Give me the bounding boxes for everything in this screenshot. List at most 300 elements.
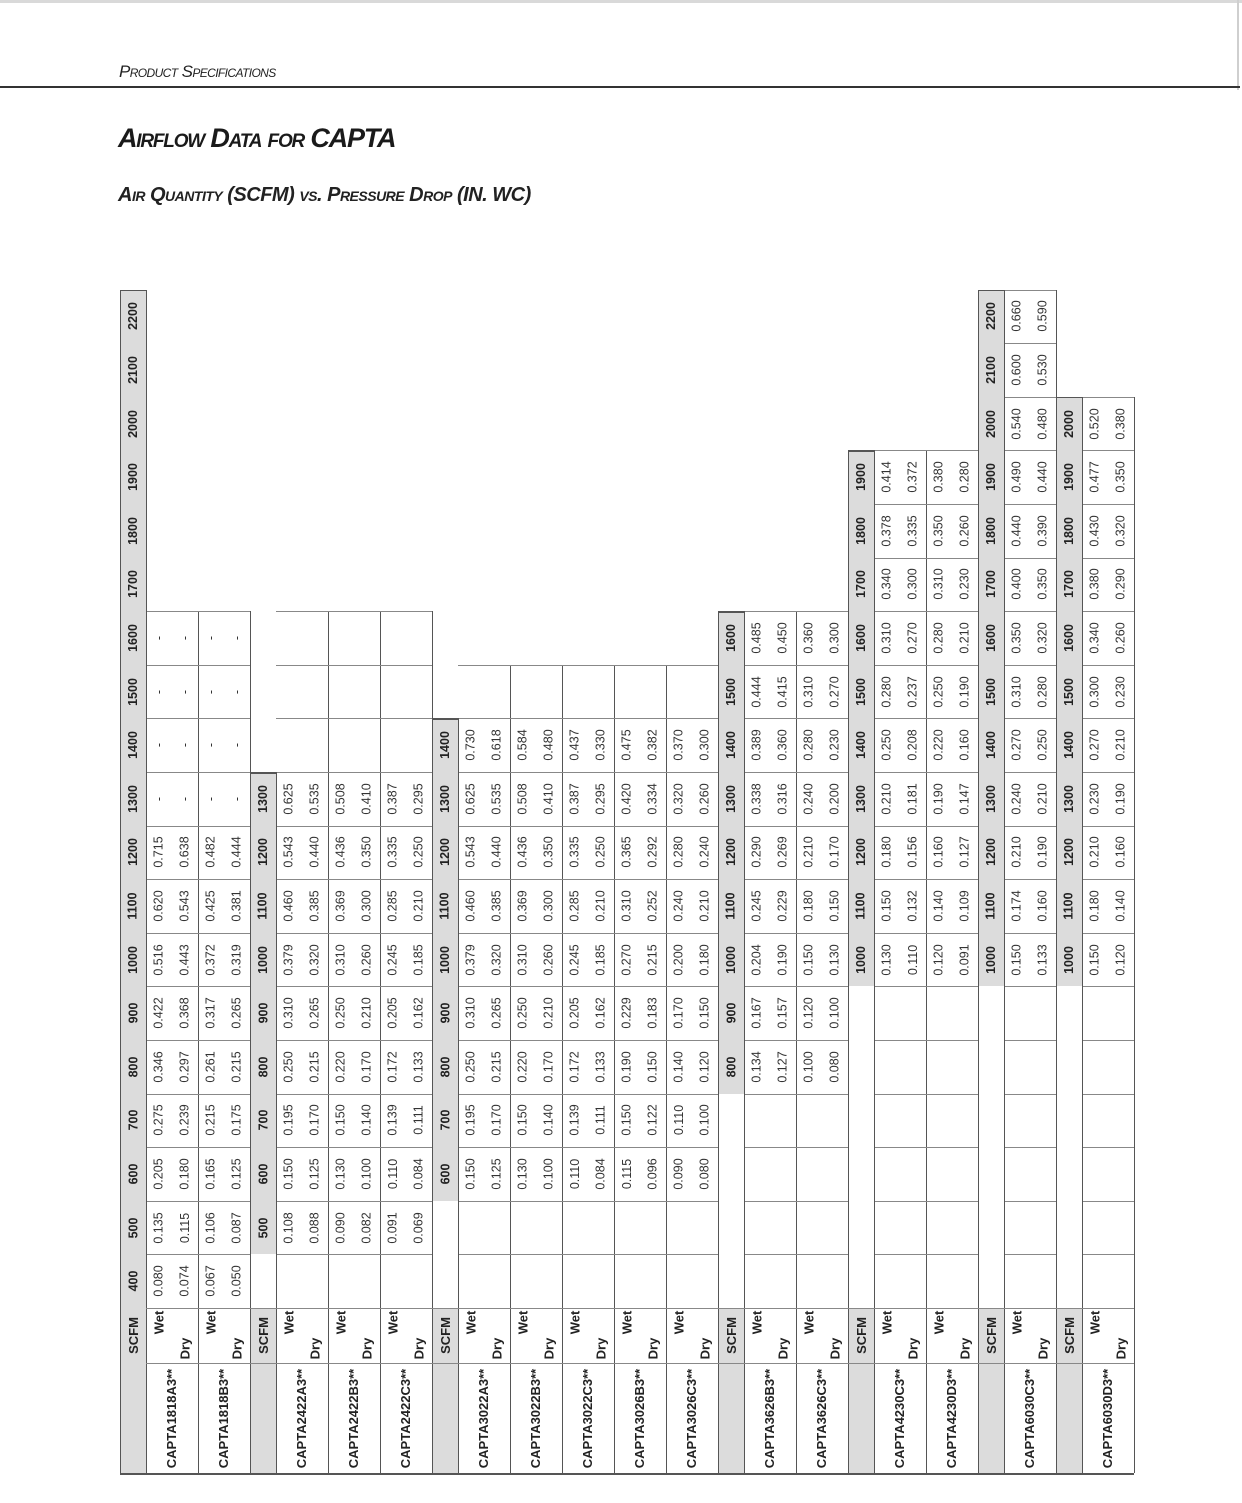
dry-value — [172, 1094, 198, 1148]
dry-value — [224, 986, 250, 1040]
grid-h — [562, 665, 614, 666]
scfm-value-text: 1700 — [126, 570, 140, 599]
wet-label — [458, 1308, 484, 1338]
scfm-value — [718, 611, 744, 665]
wet-value-text: 0.310 — [620, 890, 634, 922]
scfm-value-text: 1300 — [438, 784, 452, 813]
wet-value-text: 0.372 — [204, 943, 218, 976]
scfm-value — [848, 665, 874, 719]
grid-h — [666, 1254, 718, 1255]
grid-h — [1004, 826, 1056, 827]
wet-value — [198, 1094, 224, 1148]
dry-value-text: 0.082 — [360, 1211, 374, 1244]
dry-value — [354, 1040, 380, 1094]
wet-value-text: 0.540 — [1010, 407, 1024, 440]
grid-h — [796, 1147, 848, 1148]
wet-value-text: 0.290 — [750, 836, 764, 869]
dry-label — [484, 1334, 510, 1364]
wet-value — [510, 772, 536, 826]
grid-h — [666, 1201, 718, 1202]
dry-label — [692, 1334, 718, 1364]
wet-value — [458, 826, 484, 880]
scfm-value — [250, 1040, 276, 1094]
dry-value — [224, 1040, 250, 1094]
grid-h — [874, 665, 926, 666]
wet-value-text: 0.270 — [1010, 729, 1024, 761]
wet-value — [926, 558, 952, 612]
wet-value — [276, 1147, 302, 1201]
scfm-value-text: 1700 — [984, 570, 998, 599]
grid-h — [614, 933, 666, 934]
header-top-line — [848, 450, 874, 452]
wet-value-text: 0.543 — [464, 836, 478, 869]
dry-value-text: 0.350 — [542, 836, 556, 869]
wet-value — [1004, 611, 1030, 665]
dry-value-text: 0.157 — [776, 997, 790, 1029]
dry-value — [900, 450, 926, 504]
model-name — [198, 1363, 250, 1473]
dry-value — [302, 1040, 328, 1094]
wet-value-text: 0.134 — [750, 1051, 764, 1083]
wet-value — [926, 504, 952, 558]
dry-value — [822, 611, 848, 665]
wet-value — [562, 1147, 588, 1201]
wet-value — [510, 1040, 536, 1094]
wet-value-text: 0.389 — [750, 729, 764, 761]
wet-value — [198, 1201, 224, 1255]
wet-value-text: - — [203, 743, 218, 748]
dry-value-text: 0.230 — [1114, 675, 1128, 708]
dry-value-text: 0.450 — [776, 622, 790, 654]
dry-value — [770, 933, 796, 987]
wet-value — [744, 1040, 770, 1094]
grid-h — [874, 986, 926, 987]
grid-h — [146, 665, 198, 666]
scfm-value-text: 700 — [437, 1109, 452, 1131]
wet-value-text: 0.280 — [880, 675, 894, 708]
dry-value — [770, 879, 796, 933]
dry-value — [172, 1201, 198, 1255]
scfm-value-text: 1400 — [438, 731, 452, 760]
wet-value — [1004, 718, 1030, 772]
dry-label-text: Dry — [229, 1337, 245, 1360]
dry-value — [1108, 826, 1134, 880]
wet-value — [1082, 718, 1108, 772]
grid-h — [796, 879, 848, 880]
wet-value — [146, 986, 172, 1040]
model-name — [926, 1363, 978, 1473]
scfm-value — [848, 826, 874, 880]
grid-h — [874, 450, 926, 451]
grid-h — [1082, 1147, 1134, 1148]
model-separator — [1134, 397, 1135, 1473]
grid-h — [1004, 1201, 1056, 1202]
dry-value — [406, 879, 432, 933]
scfm-value — [120, 397, 146, 451]
wet-value — [666, 879, 692, 933]
scfm-value — [120, 665, 146, 719]
wet-value — [1082, 504, 1108, 558]
wet-label-text: Wet — [281, 1310, 297, 1335]
dry-value — [302, 1147, 328, 1201]
scfm-value-text: 1400 — [854, 731, 868, 760]
dry-value-text: 0.210 — [1036, 783, 1050, 815]
scfm-value-text: 1400 — [724, 731, 738, 760]
dry-value — [640, 718, 666, 772]
wet-value — [328, 933, 354, 987]
grid-h — [146, 1094, 198, 1095]
scfm-value-text: 900 — [255, 1002, 270, 1024]
dry-value — [692, 826, 718, 880]
grid-h — [744, 1040, 796, 1041]
wet-value-text: 0.280 — [802, 729, 816, 761]
dry-value-text: 0.265 — [490, 997, 504, 1029]
wet-value-text: 0.172 — [568, 1051, 582, 1083]
dry-value — [640, 1147, 666, 1201]
dry-value-text: 0.084 — [594, 1158, 608, 1190]
dry-value — [822, 933, 848, 987]
scfm-value — [432, 1147, 458, 1201]
scfm-value-text: 2000 — [984, 409, 998, 438]
scfm-value-text: 1500 — [984, 677, 998, 706]
header-right-line — [146, 290, 147, 1473]
dry-value-text: 0.210 — [1114, 729, 1128, 761]
wet-label-text: Wet — [1009, 1310, 1025, 1335]
dry-value-text: 0.190 — [776, 943, 790, 976]
wet-value — [458, 986, 484, 1040]
wet-value-text: 0.150 — [282, 1158, 296, 1190]
grid-h — [926, 718, 978, 719]
wet-value — [276, 933, 302, 987]
dry-value — [1030, 879, 1056, 933]
dry-value — [406, 772, 432, 826]
dry-value-text: 0.443 — [178, 943, 192, 976]
dry-label — [822, 1334, 848, 1364]
dry-value-text: 0.295 — [594, 783, 608, 815]
scfm-value — [250, 986, 276, 1040]
grid-h — [926, 504, 978, 505]
grid-h — [380, 986, 432, 987]
wet-label — [198, 1308, 224, 1338]
wet-value — [380, 1147, 406, 1201]
scfm-value — [432, 718, 458, 772]
wet-value — [276, 1201, 302, 1255]
scfm-value — [848, 879, 874, 933]
wet-value-text: 0.625 — [282, 783, 296, 815]
wet-label — [146, 1308, 172, 1338]
scfm-label-text: SCFM — [255, 1317, 271, 1354]
wet-value-text: 0.150 — [516, 1104, 530, 1137]
scfm-value — [978, 933, 1004, 987]
wet-value — [458, 1040, 484, 1094]
dry-value-text: 0.215 — [646, 943, 660, 976]
grid-h — [874, 611, 926, 612]
wet-value-text: 0.150 — [1088, 943, 1102, 976]
dry-value-text: 0.190 — [1036, 836, 1050, 869]
wet-value-text: - — [203, 689, 218, 694]
dry-value — [1030, 558, 1056, 612]
wet-value-text: 0.444 — [750, 675, 764, 708]
dry-label — [302, 1334, 328, 1364]
dry-value — [224, 665, 250, 719]
model-name-text: CAPTA2422C3** — [398, 1368, 414, 1468]
grid-h — [744, 879, 796, 880]
dry-value-text: 0.125 — [490, 1158, 504, 1190]
wet-value — [510, 933, 536, 987]
grid-h — [510, 1094, 562, 1095]
wet-value — [562, 933, 588, 987]
grid-h — [328, 826, 380, 827]
scfm-value — [120, 450, 146, 504]
grid-h — [458, 1201, 510, 1202]
dry-value-text: 0.127 — [958, 836, 972, 869]
dry-value-text: 0.210 — [958, 622, 972, 654]
wet-value-text: 0.245 — [386, 943, 400, 976]
wet-label — [510, 1308, 536, 1338]
grid-h — [874, 933, 926, 934]
dry-value — [900, 879, 926, 933]
grid-h — [510, 933, 562, 934]
grid-h — [276, 1254, 328, 1255]
dry-value-text: 0.170 — [308, 1104, 322, 1137]
wet-value-text: 0.240 — [802, 783, 816, 815]
grid-h — [198, 611, 250, 612]
model-name — [1004, 1363, 1056, 1473]
scfm-value — [432, 879, 458, 933]
wet-value — [1082, 558, 1108, 612]
scfm-value — [978, 450, 1004, 504]
scfm-value-text: 400 — [125, 1270, 140, 1292]
grid-h — [1004, 772, 1056, 773]
dry-value — [1030, 665, 1056, 719]
header-top-line — [120, 290, 146, 292]
dry-value — [822, 665, 848, 719]
dry-label-text: Dry — [957, 1337, 973, 1360]
wet-value-text: 0.250 — [516, 997, 530, 1029]
wet-value — [1082, 879, 1108, 933]
wet-value-text: 0.195 — [282, 1104, 296, 1137]
wet-value — [328, 1147, 354, 1201]
dry-value — [1030, 611, 1056, 665]
scfm-value-text: 1900 — [1062, 463, 1076, 492]
grid-h — [1082, 504, 1134, 505]
dry-value — [172, 986, 198, 1040]
grid-h — [1082, 1254, 1134, 1255]
dry-value — [640, 826, 666, 880]
grid-h — [380, 879, 432, 880]
wet-value — [874, 718, 900, 772]
wet-value — [666, 933, 692, 987]
dry-value — [1108, 665, 1134, 719]
grid-h — [328, 986, 380, 987]
scfm-header-band — [848, 1363, 874, 1473]
dry-value-text: 0.125 — [308, 1158, 322, 1190]
scfm-label — [120, 1308, 146, 1363]
wet-value-text: 0.130 — [880, 943, 894, 976]
wet-label-text: Wet — [151, 1310, 167, 1335]
grid-h — [796, 665, 848, 666]
dry-value — [406, 1040, 432, 1094]
header-top-line — [978, 290, 1004, 292]
dry-value — [952, 558, 978, 612]
grid-h — [926, 1094, 978, 1095]
model-name — [874, 1363, 926, 1473]
dry-value — [1108, 450, 1134, 504]
grid-h — [380, 772, 432, 773]
scfm-label-text: SCFM — [1061, 1317, 1077, 1354]
dry-value-text: 0.269 — [776, 836, 790, 869]
wet-value-text: 0.139 — [568, 1104, 582, 1137]
dry-value — [484, 1094, 510, 1148]
wet-value — [276, 879, 302, 933]
scfm-value — [848, 772, 874, 826]
scfm-label — [718, 1308, 744, 1363]
dry-value-text: - — [177, 796, 192, 801]
wet-value — [874, 879, 900, 933]
scfm-value — [120, 1147, 146, 1201]
dry-value — [1108, 504, 1134, 558]
grid-h — [328, 611, 380, 612]
header-left-line — [848, 450, 849, 1473]
grid-h — [146, 611, 198, 612]
dry-value-text: 0.385 — [308, 890, 322, 922]
model-name-text: CAPTA6030D3** — [1100, 1368, 1116, 1468]
wet-value — [926, 772, 952, 826]
wet-value-text: 0.436 — [516, 836, 530, 869]
scfm-value — [120, 1040, 146, 1094]
wet-value-text: 0.350 — [932, 515, 946, 547]
grid-h — [1004, 290, 1056, 291]
scfm-value-text: 1300 — [724, 784, 738, 813]
dry-value-text: 0.410 — [542, 783, 556, 815]
wet-value-text: 0.490 — [1010, 461, 1024, 493]
grid-h — [1082, 986, 1134, 987]
scfm-value — [1056, 450, 1082, 504]
sublabel-top-line — [146, 1308, 1134, 1309]
dry-value — [770, 772, 796, 826]
wet-value-text: 0.310 — [880, 622, 894, 654]
wet-value — [146, 1254, 172, 1308]
scfm-value-text: 1100 — [438, 892, 452, 920]
model-name — [328, 1363, 380, 1473]
scfm-value-text: 1100 — [724, 892, 738, 920]
wet-value-text: 0.360 — [802, 622, 816, 654]
dry-value — [1030, 933, 1056, 987]
dry-value — [822, 986, 848, 1040]
model-name-text: CAPTA3026C3** — [684, 1368, 700, 1468]
wet-value-text: - — [151, 743, 166, 748]
grid-h — [874, 1201, 926, 1202]
scfm-value-text: 1400 — [1062, 731, 1076, 760]
scfm-value-text: 1900 — [984, 463, 998, 492]
wet-value-text: 0.190 — [620, 1051, 634, 1083]
dry-value — [172, 826, 198, 880]
wet-label — [796, 1308, 822, 1338]
model-name-text: CAPTA4230C3** — [892, 1368, 908, 1468]
scfm-value — [120, 504, 146, 558]
grid-h — [146, 1254, 198, 1255]
scfm-value — [1056, 718, 1082, 772]
dry-value — [484, 826, 510, 880]
dry-value — [588, 1147, 614, 1201]
wet-value — [796, 1040, 822, 1094]
scfm-label — [432, 1308, 458, 1363]
scfm-value-text: 1300 — [984, 784, 998, 813]
scfm-value — [848, 933, 874, 987]
grid-h — [796, 1040, 848, 1041]
grid-h — [926, 1147, 978, 1148]
wet-value-text: 0.174 — [1010, 890, 1024, 922]
wet-value-text: 0.516 — [152, 943, 166, 976]
grid-h — [328, 1094, 380, 1095]
scfm-value-text: 1200 — [724, 838, 738, 867]
dry-value-text: 0.270 — [906, 622, 920, 654]
dry-value-text: 0.444 — [230, 836, 244, 869]
grid-h — [614, 1094, 666, 1095]
scfm-value-text: 1200 — [984, 838, 998, 867]
wet-value — [146, 665, 172, 719]
wet-value — [744, 665, 770, 719]
wet-value-text: 0.205 — [152, 1158, 166, 1190]
scfm-value-text: 1100 — [126, 892, 140, 920]
dry-value-text: 0.120 — [1114, 943, 1128, 976]
dry-value — [302, 1201, 328, 1255]
scfm-value-text: 1200 — [438, 838, 452, 867]
wet-value — [562, 1094, 588, 1148]
grid-h — [1004, 343, 1056, 344]
grid-h — [1082, 665, 1134, 666]
scfm-value — [432, 1094, 458, 1148]
wet-value — [146, 1147, 172, 1201]
wet-value-text: 0.460 — [282, 890, 296, 922]
wet-value — [796, 879, 822, 933]
scfm-value-text: 1500 — [854, 677, 868, 706]
wet-value — [1082, 933, 1108, 987]
scfm-header-band — [1056, 1363, 1082, 1473]
wet-value — [1004, 879, 1030, 933]
grid-h — [744, 1201, 796, 1202]
dry-label — [588, 1334, 614, 1364]
scfm-value — [718, 933, 744, 987]
grid-h — [614, 1254, 666, 1255]
wet-value — [198, 611, 224, 665]
grid-h — [328, 665, 380, 666]
dry-value — [172, 1040, 198, 1094]
grid-h — [744, 1094, 796, 1095]
dry-value — [406, 826, 432, 880]
wet-value-text: 0.165 — [204, 1158, 218, 1190]
dry-label — [224, 1334, 250, 1364]
scfm-label-text: SCFM — [437, 1317, 453, 1354]
grid-h — [744, 1254, 796, 1255]
wet-label — [744, 1308, 770, 1338]
wet-value-text: 0.485 — [750, 622, 764, 654]
dry-value-text: 0.125 — [230, 1158, 244, 1190]
wet-value-text: 0.369 — [516, 890, 530, 922]
grid-h — [276, 665, 328, 666]
wet-value — [562, 772, 588, 826]
dry-value-text: 0.295 — [412, 783, 426, 815]
wet-value — [614, 986, 640, 1040]
model-name — [614, 1363, 666, 1473]
scfm-value-text: 1100 — [854, 892, 868, 920]
wet-value-text: 0.108 — [282, 1211, 296, 1244]
scfm-value-text: 1200 — [854, 838, 868, 867]
scfm-value-text: 900 — [125, 1002, 140, 1024]
wet-value-text: 0.210 — [802, 836, 816, 869]
wet-label-text: Wet — [1087, 1310, 1103, 1335]
dry-value — [536, 772, 562, 826]
